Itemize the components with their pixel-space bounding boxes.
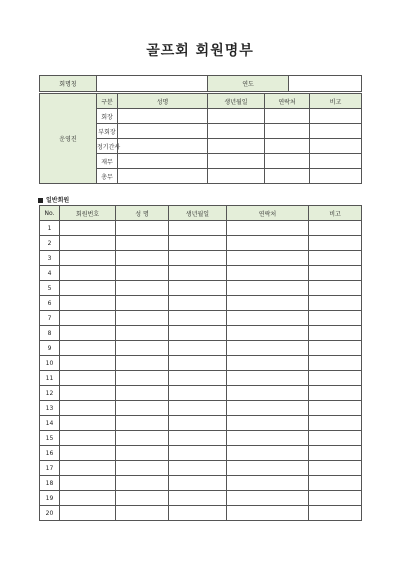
row-number-cell: 14 bbox=[40, 416, 60, 431]
row-number-cell: 11 bbox=[40, 371, 60, 386]
member-row bbox=[40, 341, 362, 356]
contact-cell[interactable] bbox=[227, 446, 309, 461]
role-label: 총무 bbox=[97, 169, 118, 184]
member-row bbox=[40, 296, 362, 311]
name-cell[interactable] bbox=[116, 401, 169, 416]
row-number-cell: 9 bbox=[40, 341, 60, 356]
contact-cell[interactable] bbox=[227, 476, 309, 491]
notes-cell[interactable] bbox=[309, 401, 362, 416]
birthdate-cell[interactable] bbox=[169, 476, 227, 491]
col-header-no: No. bbox=[40, 206, 60, 221]
row-number-cell: 16 bbox=[40, 446, 60, 461]
name-cell[interactable] bbox=[116, 371, 169, 386]
member-number-cell[interactable] bbox=[60, 446, 116, 461]
notes-cell[interactable] bbox=[309, 491, 362, 506]
member-row bbox=[40, 326, 362, 341]
birthdate-cell[interactable] bbox=[208, 139, 265, 154]
contact-cell[interactable] bbox=[227, 371, 309, 386]
notes-cell[interactable] bbox=[310, 109, 362, 124]
birthdate-cell[interactable] bbox=[169, 221, 227, 236]
contact-cell[interactable] bbox=[227, 341, 309, 356]
notes-cell[interactable] bbox=[309, 461, 362, 476]
club-name-field[interactable] bbox=[97, 76, 208, 92]
contact-cell[interactable] bbox=[265, 169, 310, 184]
role-label: 부회장 bbox=[97, 124, 118, 139]
birthdate-cell[interactable] bbox=[169, 371, 227, 386]
name-cell[interactable] bbox=[116, 326, 169, 341]
notes-cell[interactable] bbox=[310, 169, 362, 184]
birthdate-cell[interactable] bbox=[208, 154, 265, 169]
member-number-cell[interactable] bbox=[60, 266, 116, 281]
col-header-birthdate: 생년월일 bbox=[208, 94, 265, 109]
member-number-cell[interactable] bbox=[60, 386, 116, 401]
name-cell[interactable] bbox=[116, 281, 169, 296]
row-number-cell: 8 bbox=[40, 326, 60, 341]
name-cell[interactable] bbox=[116, 296, 169, 311]
notes-cell[interactable] bbox=[309, 416, 362, 431]
contact-cell[interactable] bbox=[227, 431, 309, 446]
contact-cell[interactable] bbox=[227, 491, 309, 506]
row-number-cell: 19 bbox=[40, 491, 60, 506]
row-number-cell: 15 bbox=[40, 431, 60, 446]
contact-cell[interactable] bbox=[227, 326, 309, 341]
notes-cell[interactable] bbox=[309, 476, 362, 491]
birthdate-cell[interactable] bbox=[208, 169, 265, 184]
name-cell[interactable] bbox=[116, 491, 169, 506]
name-cell[interactable] bbox=[116, 266, 169, 281]
row-number-cell: 20 bbox=[40, 506, 60, 521]
name-cell[interactable] bbox=[116, 251, 169, 266]
contact-cell[interactable] bbox=[227, 251, 309, 266]
col-header-name: 성 명 bbox=[116, 206, 169, 221]
general-members-label: 일반회원 bbox=[46, 197, 70, 204]
member-row bbox=[40, 266, 362, 281]
member-number-cell[interactable] bbox=[60, 251, 116, 266]
notes-cell[interactable] bbox=[309, 221, 362, 236]
name-cell[interactable] bbox=[116, 431, 169, 446]
birthdate-cell[interactable] bbox=[169, 431, 227, 446]
contact-cell[interactable] bbox=[227, 296, 309, 311]
col-header-notes: 비고 bbox=[310, 94, 362, 109]
name-cell[interactable] bbox=[116, 356, 169, 371]
name-cell[interactable] bbox=[118, 109, 208, 124]
member-number-cell[interactable] bbox=[60, 236, 116, 251]
birthdate-cell[interactable] bbox=[169, 386, 227, 401]
name-cell[interactable] bbox=[116, 461, 169, 476]
member-number-cell[interactable] bbox=[60, 491, 116, 506]
notes-cell[interactable] bbox=[310, 124, 362, 139]
member-number-cell[interactable] bbox=[60, 476, 116, 491]
member-row bbox=[40, 356, 362, 371]
square-bullet-icon bbox=[38, 198, 43, 203]
member-row bbox=[40, 476, 362, 491]
notes-cell[interactable] bbox=[309, 236, 362, 251]
member-number-cell[interactable] bbox=[60, 356, 116, 371]
birthdate-cell[interactable] bbox=[169, 446, 227, 461]
notes-cell[interactable] bbox=[309, 311, 362, 326]
member-number-cell[interactable] bbox=[60, 371, 116, 386]
row-number-cell: 18 bbox=[40, 476, 60, 491]
contact-cell[interactable] bbox=[227, 266, 309, 281]
club-name-label: 회명칭 bbox=[40, 76, 97, 92]
name-cell[interactable] bbox=[116, 341, 169, 356]
notes-cell[interactable] bbox=[309, 296, 362, 311]
notes-cell[interactable] bbox=[309, 356, 362, 371]
year-label: 연도 bbox=[208, 76, 289, 92]
row-number-cell: 12 bbox=[40, 386, 60, 401]
name-cell[interactable] bbox=[116, 446, 169, 461]
notes-cell[interactable] bbox=[309, 371, 362, 386]
notes-cell[interactable] bbox=[309, 446, 362, 461]
name-cell[interactable] bbox=[116, 236, 169, 251]
member-number-cell[interactable] bbox=[60, 296, 116, 311]
member-row bbox=[40, 236, 362, 251]
member-number-cell[interactable] bbox=[60, 221, 116, 236]
contact-cell[interactable] bbox=[227, 221, 309, 236]
member-number-cell[interactable] bbox=[60, 431, 116, 446]
birthdate-cell[interactable] bbox=[169, 296, 227, 311]
name-cell[interactable] bbox=[116, 221, 169, 236]
name-cell[interactable] bbox=[118, 169, 208, 184]
col-header-name: 성명 bbox=[118, 94, 208, 109]
member-row bbox=[40, 401, 362, 416]
committee-group-label: 운영진 bbox=[40, 94, 97, 184]
contact-cell[interactable] bbox=[227, 236, 309, 251]
member-row bbox=[40, 281, 362, 296]
notes-cell[interactable] bbox=[310, 139, 362, 154]
birthdate-cell[interactable] bbox=[169, 491, 227, 506]
birthdate-cell[interactable] bbox=[169, 401, 227, 416]
contact-cell[interactable] bbox=[227, 416, 309, 431]
notes-cell[interactable] bbox=[309, 326, 362, 341]
role-label: 정기간사 bbox=[97, 139, 118, 154]
birthdate-cell[interactable] bbox=[169, 251, 227, 266]
row-number-cell: 2 bbox=[40, 236, 60, 251]
notes-cell[interactable] bbox=[309, 506, 362, 521]
col-header-member-number: 회원번호 bbox=[60, 206, 116, 221]
row-number-cell: 6 bbox=[40, 296, 60, 311]
member-row bbox=[40, 386, 362, 401]
general-members-heading bbox=[38, 195, 69, 204]
member-number-cell[interactable] bbox=[60, 506, 116, 521]
contact-cell[interactable] bbox=[265, 124, 310, 139]
contact-cell[interactable] bbox=[227, 386, 309, 401]
name-cell[interactable] bbox=[118, 124, 208, 139]
birthdate-cell[interactable] bbox=[169, 266, 227, 281]
contact-cell[interactable] bbox=[227, 506, 309, 521]
page-title: 골프회 회원명부 bbox=[146, 43, 254, 59]
contact-cell[interactable] bbox=[227, 461, 309, 476]
member-number-cell[interactable] bbox=[60, 416, 116, 431]
role-label: 재무 bbox=[97, 154, 118, 169]
birthdate-cell[interactable] bbox=[169, 506, 227, 521]
name-cell[interactable] bbox=[116, 416, 169, 431]
member-number-cell[interactable] bbox=[60, 281, 116, 296]
notes-cell[interactable] bbox=[309, 281, 362, 296]
name-cell[interactable] bbox=[116, 506, 169, 521]
col-header-category: 구분 bbox=[97, 94, 118, 109]
member-number-cell[interactable] bbox=[60, 461, 116, 476]
member-number-cell[interactable] bbox=[60, 311, 116, 326]
general-members-table bbox=[39, 205, 362, 521]
member-row bbox=[40, 506, 362, 521]
col-header-birthdate: 생년월일 bbox=[169, 206, 227, 221]
row-number-cell: 10 bbox=[40, 356, 60, 371]
member-row bbox=[40, 491, 362, 506]
contact-cell[interactable] bbox=[227, 356, 309, 371]
birthdate-cell[interactable] bbox=[169, 236, 227, 251]
role-label: 회장 bbox=[97, 109, 118, 124]
committee-table bbox=[39, 75, 362, 184]
member-number-cell[interactable] bbox=[60, 401, 116, 416]
name-cell[interactable] bbox=[118, 139, 208, 154]
member-number-cell[interactable] bbox=[60, 341, 116, 356]
member-row bbox=[40, 251, 362, 266]
contact-cell[interactable] bbox=[265, 154, 310, 169]
birthdate-cell[interactable] bbox=[169, 311, 227, 326]
row-number-cell: 13 bbox=[40, 401, 60, 416]
row-number-cell: 4 bbox=[40, 266, 60, 281]
notes-cell[interactable] bbox=[309, 431, 362, 446]
member-row bbox=[40, 416, 362, 431]
birthdate-cell[interactable] bbox=[169, 341, 227, 356]
notes-cell[interactable] bbox=[310, 154, 362, 169]
contact-cell[interactable] bbox=[227, 281, 309, 296]
committee-header-row bbox=[40, 94, 362, 109]
birthdate-cell[interactable] bbox=[169, 461, 227, 476]
name-cell[interactable] bbox=[116, 311, 169, 326]
col-header-contact: 연락처 bbox=[265, 94, 310, 109]
row-number-cell: 1 bbox=[40, 221, 60, 236]
birthdate-cell[interactable] bbox=[169, 356, 227, 371]
birthdate-cell[interactable] bbox=[169, 281, 227, 296]
member-number-cell[interactable] bbox=[60, 326, 116, 341]
member-row bbox=[40, 371, 362, 386]
contact-cell[interactable] bbox=[265, 139, 310, 154]
members-header-row bbox=[40, 206, 362, 221]
notes-cell[interactable] bbox=[309, 266, 362, 281]
row-number-cell: 7 bbox=[40, 311, 60, 326]
row-number-cell: 17 bbox=[40, 461, 60, 476]
member-row bbox=[40, 446, 362, 461]
member-row bbox=[40, 311, 362, 326]
notes-cell[interactable] bbox=[309, 341, 362, 356]
row-number-cell: 3 bbox=[40, 251, 60, 266]
contact-cell[interactable] bbox=[227, 401, 309, 416]
row-number-cell: 5 bbox=[40, 281, 60, 296]
col-header-contact: 연락처 bbox=[227, 206, 309, 221]
col-header-notes: 비고 bbox=[309, 206, 362, 221]
contact-cell[interactable] bbox=[265, 109, 310, 124]
birthdate-cell[interactable] bbox=[169, 326, 227, 341]
member-row bbox=[40, 221, 362, 236]
contact-cell[interactable] bbox=[227, 311, 309, 326]
birthdate-cell[interactable] bbox=[208, 124, 265, 139]
notes-cell[interactable] bbox=[309, 386, 362, 401]
name-cell[interactable] bbox=[116, 386, 169, 401]
notes-cell[interactable] bbox=[309, 251, 362, 266]
birthdate-cell[interactable] bbox=[169, 416, 227, 431]
name-cell[interactable] bbox=[116, 476, 169, 491]
club-info-row bbox=[40, 76, 362, 92]
member-row bbox=[40, 461, 362, 476]
member-row bbox=[40, 431, 362, 446]
name-cell[interactable] bbox=[118, 154, 208, 169]
birthdate-cell[interactable] bbox=[208, 109, 265, 124]
year-field[interactable] bbox=[289, 76, 362, 92]
